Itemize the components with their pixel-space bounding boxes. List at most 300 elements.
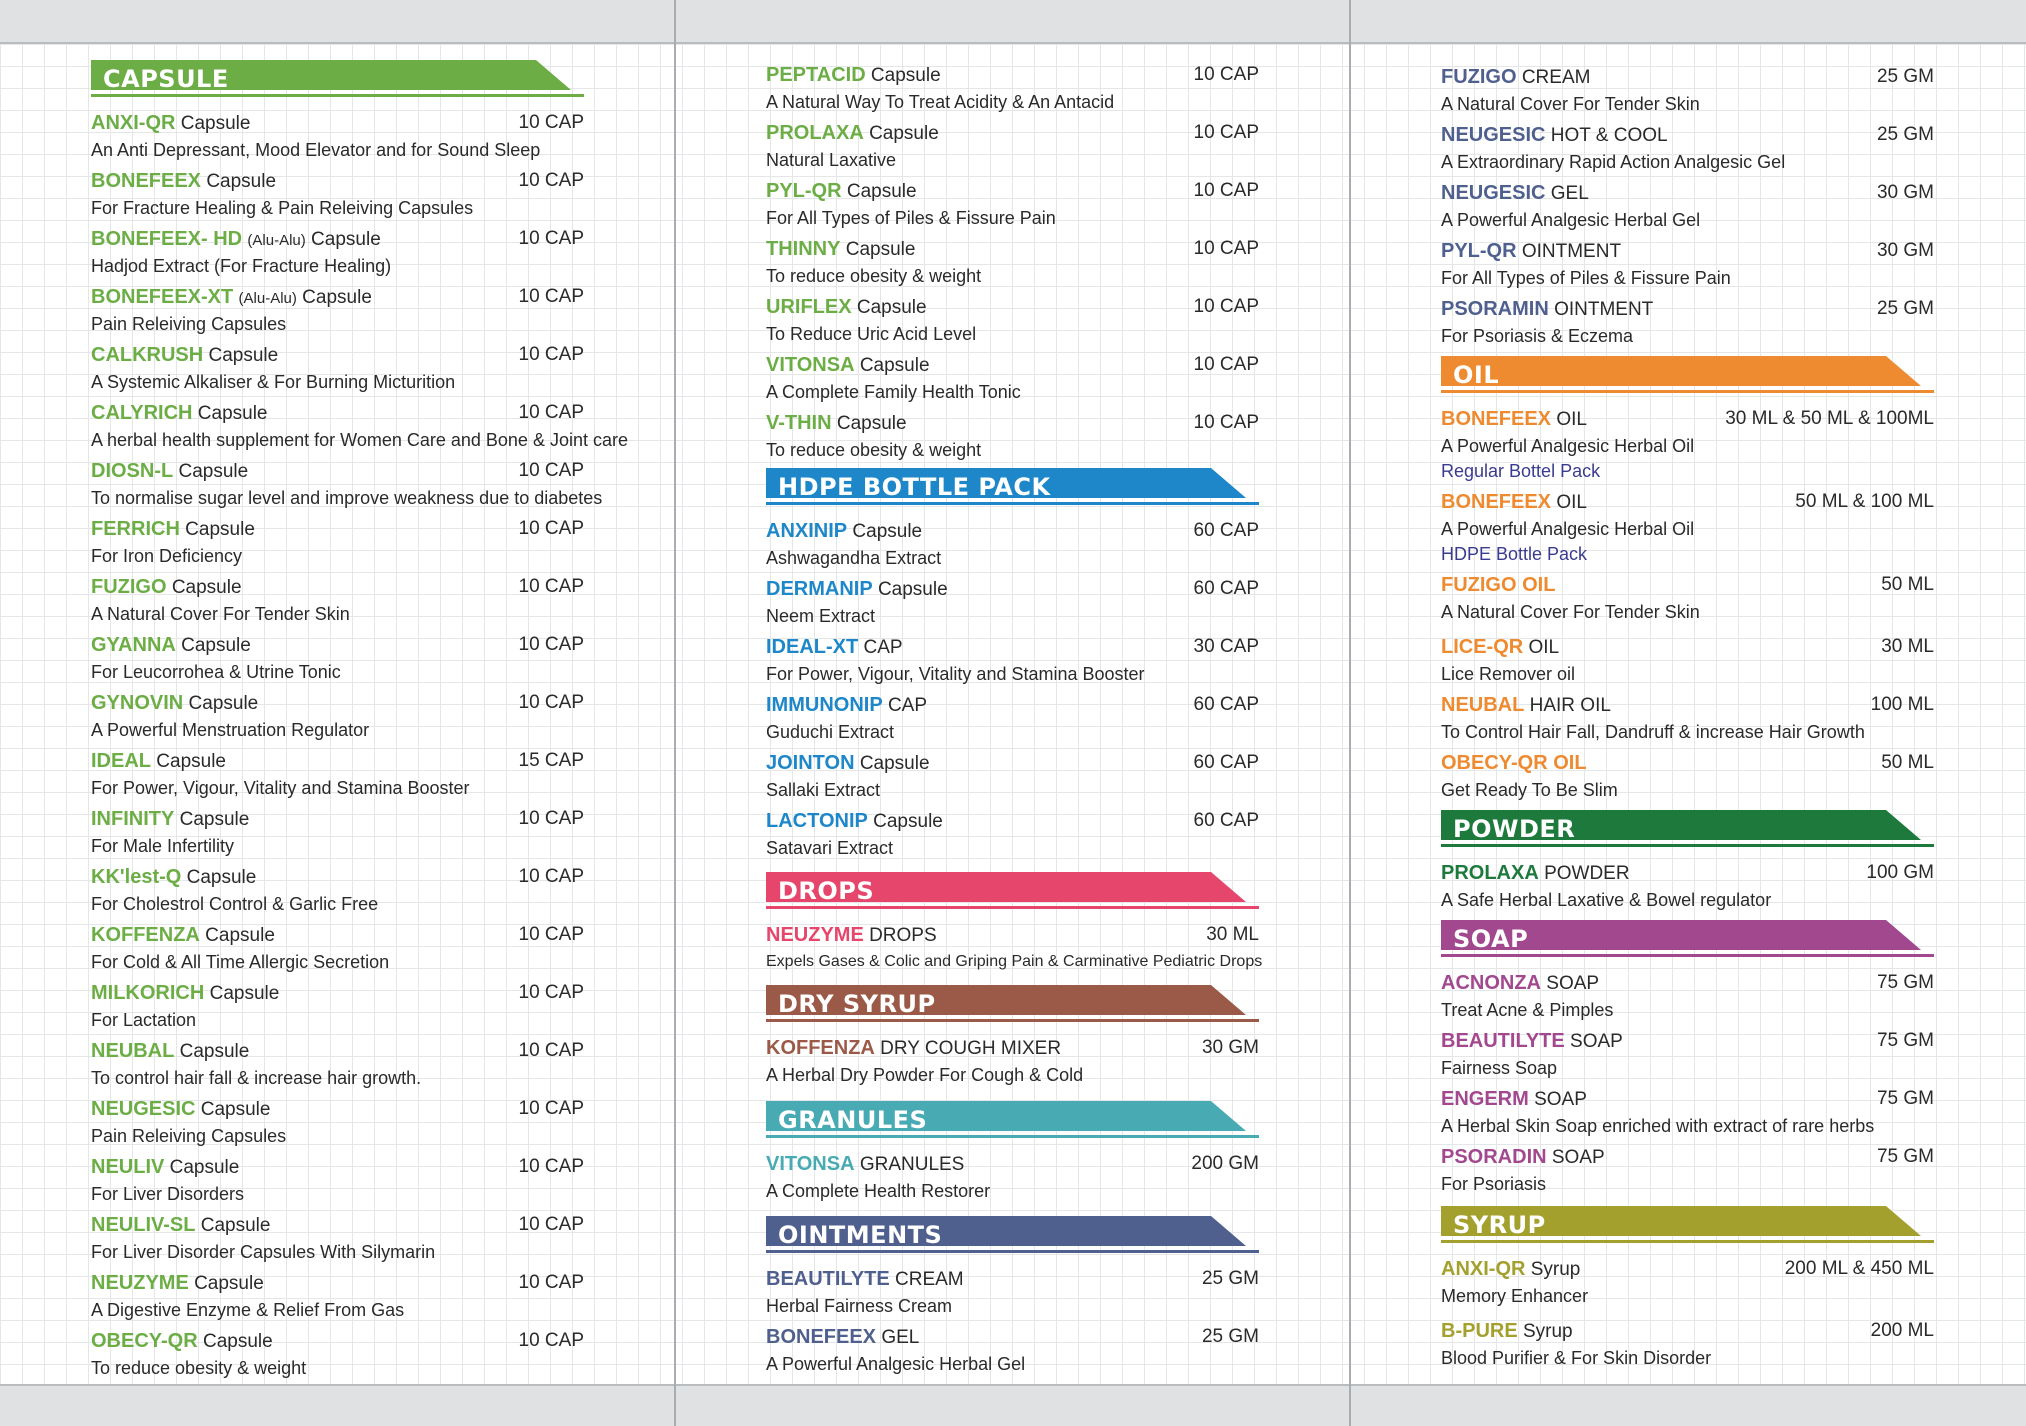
- product-description: For Male Infertility: [91, 836, 235, 856]
- product-description: Neem Extract: [766, 606, 876, 626]
- product-item: [1441, 752, 1934, 802]
- product-item: [1441, 66, 1934, 116]
- product-type: Capsule: [302, 287, 372, 308]
- product-quantity: 50 ML: [1881, 752, 1934, 773]
- product-line: [766, 354, 1259, 380]
- product-type: Capsule: [186, 867, 257, 888]
- product-quantity: 60 CAP: [1193, 752, 1259, 773]
- product-item: [766, 924, 1263, 974]
- product-type: Capsule: [206, 171, 277, 192]
- product-description: For Liver Disorder Capsules With Silymarin: [91, 1242, 436, 1262]
- product-description: Pain Releiving Capsules: [91, 1126, 287, 1146]
- product-quantity: 10 CAP: [518, 344, 584, 365]
- product-quantity: 75 GM: [1876, 1146, 1934, 1167]
- product-item: [91, 1272, 584, 1322]
- product-item: [1441, 1088, 1934, 1138]
- product-quantity: 10 CAP: [518, 576, 584, 597]
- product-line: [91, 1272, 584, 1298]
- product-description: A herbal health supplement for Women Care and Bone & Joint care: [91, 430, 628, 450]
- product-name: NEUGESIC: [1441, 182, 1546, 204]
- product-description: A Powerful Analgesic Herbal Gel: [1441, 210, 1701, 230]
- product-description: Memory Enhancer: [1441, 1286, 1589, 1306]
- product-item: [91, 518, 584, 568]
- product-description: For Iron Deficiency: [91, 546, 243, 566]
- product-quantity: 25 GM: [1876, 124, 1934, 145]
- product-type: GEL: [881, 1327, 920, 1348]
- product-name: FERRICH: [91, 518, 180, 540]
- product-quantity: 10 CAP: [518, 518, 584, 539]
- product-quantity: 50 ML & 100 ML: [1795, 491, 1934, 512]
- product-name: V-THIN: [766, 412, 832, 434]
- product-quantity: 60 CAP: [1193, 520, 1259, 541]
- product-type: Capsule: [859, 355, 930, 376]
- product-quantity: 25 GM: [1876, 298, 1934, 319]
- product-item: [766, 354, 1259, 404]
- product-line: [766, 578, 1259, 604]
- product-item: [1441, 491, 1934, 541]
- product-line: [91, 866, 584, 892]
- product-name: KK'lest-Q: [91, 866, 182, 888]
- product-item: [766, 578, 1259, 628]
- product-line: [91, 344, 584, 370]
- product-item: [91, 228, 584, 278]
- product-item: [1441, 1030, 1934, 1080]
- section-header-drops: [766, 872, 1259, 910]
- product-description: A Powerful Analgesic Herbal Gel: [766, 1354, 1026, 1374]
- product-type: DRY COUGH MIXER: [880, 1038, 1062, 1059]
- product-quantity: 60 CAP: [1193, 694, 1259, 715]
- product-item: [91, 924, 584, 974]
- product-description: To reduce obesity & weight: [91, 1358, 307, 1378]
- section-header-syrup: [1441, 1206, 1934, 1244]
- product-line: [91, 518, 584, 544]
- product-type: Capsule: [209, 983, 280, 1004]
- section-header-soap: [1441, 920, 1934, 958]
- product-type: OINTMENT: [1521, 241, 1622, 262]
- product-line: [1441, 298, 1934, 324]
- product-item: [91, 344, 584, 394]
- product-description: A Extraordinary Rapid Action Analgesic Gel: [1441, 152, 1786, 172]
- product-item: [766, 238, 1259, 288]
- product-name: GYNOVIN: [91, 692, 184, 714]
- product-line: [766, 180, 1259, 206]
- product-item: [766, 412, 1259, 462]
- product-item: [1441, 862, 1934, 912]
- product-type: Capsule: [197, 403, 268, 424]
- product-item: [1441, 124, 1934, 174]
- product-item: [766, 752, 1259, 802]
- product-description: A Systemic Alkaliser & For Burning Micturition: [91, 372, 456, 392]
- product-line: [1441, 66, 1934, 92]
- product-item: [91, 866, 584, 916]
- product-line: [766, 810, 1259, 836]
- product-line: [91, 228, 584, 254]
- product-item: [91, 692, 584, 742]
- product-item: [766, 520, 1259, 570]
- product-quantity: 30 ML: [1206, 924, 1259, 945]
- product-quantity: 10 CAP: [518, 634, 584, 655]
- product-item: [1441, 636, 1934, 686]
- product-item: [91, 286, 584, 336]
- product-type: HOT & COOL: [1550, 125, 1668, 146]
- product-name: IDEAL: [91, 750, 151, 772]
- product-item: [91, 1330, 584, 1380]
- product-item: [766, 694, 1259, 744]
- product-description: Treat Acne & Pimples: [1441, 1000, 1614, 1020]
- section-header-powder: [1441, 810, 1934, 848]
- product-description: For Psoriasis: [1441, 1174, 1547, 1194]
- product-description: Lice Remover oil: [1441, 664, 1576, 684]
- product-quantity: 10 CAP: [518, 692, 584, 713]
- product-name: BONEFEEX: [1441, 491, 1552, 513]
- product-description: To reduce obesity & weight: [766, 440, 982, 460]
- product-item: [766, 1037, 1259, 1087]
- product-type: Capsule: [179, 1041, 250, 1062]
- product-name: PEPTACID: [766, 64, 866, 86]
- product-quantity: 30 ML: [1881, 636, 1934, 657]
- product-line: [91, 808, 584, 834]
- product-line: [766, 924, 1259, 950]
- product-type: CAP: [863, 637, 903, 658]
- product-line: [91, 750, 584, 776]
- product-description: To Control Hair Fall, Dandruff & increase Hair Growth: [1441, 722, 1865, 742]
- product-line: [91, 402, 584, 428]
- product-line: [766, 1326, 1259, 1352]
- product-name: OBECY-QR: [91, 1330, 198, 1352]
- product-type: OINTMENT: [1554, 299, 1654, 320]
- product-quantity: 200 GM: [1191, 1153, 1259, 1174]
- product-quantity: 10 CAP: [518, 460, 584, 481]
- product-line: [1441, 240, 1934, 266]
- fold-line-right: [1349, 0, 1351, 1426]
- product-name: URIFLEX: [766, 296, 852, 318]
- product-quantity: 30 ML & 50 ML & 100ML: [1725, 408, 1934, 429]
- product-description: Satavari Extract: [766, 838, 894, 858]
- product-description: For Psoriasis & Eczema: [1441, 326, 1634, 346]
- product-type: Capsule: [311, 229, 381, 250]
- product-line: [1441, 182, 1934, 208]
- product-name: JOINTON: [766, 752, 855, 774]
- product-quantity: 10 CAP: [1193, 296, 1259, 317]
- product-type: SOAP: [1546, 973, 1600, 994]
- product-line: [1441, 1258, 1934, 1284]
- product-line: [766, 752, 1259, 778]
- product-name: FUZIGO: [1441, 66, 1517, 88]
- bottle-pack-note: Regular Bottel Pack: [1441, 461, 1601, 481]
- section-header-oil: [1441, 356, 1934, 394]
- product-line: [1441, 1320, 1934, 1346]
- product-description: To normalise sugar level and improve weakness due to diabetes: [91, 488, 603, 508]
- product-name: KOFFENZA: [766, 1037, 875, 1059]
- column-right: [1441, 0, 1934, 1426]
- product-name: NEUBAL: [1441, 694, 1525, 716]
- fold-line-left: [674, 0, 676, 1426]
- product-type: DROPS: [869, 925, 937, 946]
- product-line: [766, 520, 1259, 546]
- product-type: Capsule: [877, 579, 948, 600]
- product-name: BONEFEEX-XT: [91, 286, 234, 308]
- product-name: FUZIGO: [91, 576, 167, 598]
- product-type: Syrup: [1530, 1259, 1581, 1280]
- product-line: [1441, 862, 1934, 888]
- section-title: OIL: [1453, 361, 1500, 389]
- product-line: [1441, 1088, 1934, 1114]
- pack-note: (Alu-Alu): [247, 232, 306, 249]
- product-description: Guduchi Extract: [766, 722, 895, 742]
- product-name: THINNY: [766, 238, 841, 260]
- column-left: [91, 0, 628, 1426]
- product-item: [91, 1156, 584, 1206]
- product-item: [1441, 1258, 1934, 1308]
- product-item: [1441, 574, 1934, 624]
- section-title: OINTMENTS: [778, 1221, 943, 1249]
- product-name: DIOSN-L: [91, 460, 174, 482]
- product-line: [91, 1214, 584, 1240]
- product-description: For Power, Vigour, Vitality and Stamina Booster: [91, 778, 470, 798]
- product-description: For Cold & All Time Allergic Secretion: [91, 952, 390, 972]
- product-item: [1441, 240, 1934, 290]
- product-description: For Cholestrol Control & Garlic Free: [91, 894, 379, 914]
- product-line: [1441, 752, 1934, 778]
- product-name: LACTONIP: [766, 810, 868, 832]
- product-line: [766, 1268, 1259, 1294]
- product-quantity: 10 CAP: [518, 112, 584, 133]
- product-type: Capsule: [202, 1331, 273, 1352]
- product-name: PSORAMIN: [1441, 298, 1549, 320]
- product-description: A Herbal Dry Powder For Cough & Cold: [766, 1065, 1084, 1085]
- product-name: B-PURE: [1441, 1320, 1518, 1342]
- section-title: SYRUP: [1453, 1211, 1546, 1239]
- product-line: [91, 924, 584, 950]
- product-name: NEULIV-SL: [91, 1214, 196, 1236]
- section-title: SOAP: [1453, 925, 1529, 953]
- product-item: [766, 1268, 1259, 1318]
- product-line: [766, 296, 1259, 322]
- product-description: Blood Purifier & For Skin Disorder: [1441, 1348, 1712, 1368]
- product-description: For Power, Vigour, Vitality and Stamina Booster: [766, 664, 1145, 684]
- product-type: OIL: [1528, 637, 1560, 658]
- product-type: Capsule: [169, 1157, 240, 1178]
- product-line: [1441, 636, 1934, 662]
- product-description: For Fracture Healing & Pain Releiving Capsules: [91, 198, 474, 218]
- product-line: [91, 170, 584, 196]
- product-name: PROLAXA: [1441, 862, 1539, 884]
- section-title: DRY SYRUP: [778, 990, 936, 1018]
- product-type: Capsule: [194, 1273, 264, 1294]
- product-description: Herbal Fairness Cream: [766, 1296, 953, 1316]
- product-name: CALYRICH: [91, 402, 193, 424]
- product-quantity: 75 GM: [1876, 1030, 1934, 1051]
- product-description: To reduce obesity & weight: [766, 266, 982, 286]
- product-name: ANXI-QR: [91, 112, 176, 134]
- product-name: NEUGESIC: [91, 1098, 196, 1120]
- product-description: A Safe Herbal Laxative & Bowel regulator: [1441, 890, 1772, 910]
- product-item: [766, 1153, 1259, 1203]
- product-item: [766, 64, 1259, 114]
- product-description: A Powerful Analgesic Herbal Oil: [1441, 519, 1695, 539]
- product-name: MILKORICH: [91, 982, 205, 1004]
- product-item: [766, 180, 1259, 230]
- product-item: [91, 402, 628, 452]
- product-type: Capsule: [869, 123, 939, 144]
- product-line: [91, 692, 584, 718]
- product-quantity: 25 GM: [1201, 1268, 1259, 1289]
- product-quantity: 10 CAP: [518, 170, 584, 191]
- product-description: To control hair fall & increase hair growth.: [91, 1068, 422, 1088]
- product-name: BONEFEEX: [91, 170, 202, 192]
- product-line: [766, 412, 1259, 438]
- product-name: LICE-QR: [1441, 636, 1524, 658]
- section-banner-shape: [1441, 356, 1934, 394]
- product-quantity: 10 CAP: [518, 402, 584, 423]
- product-type: Syrup: [1522, 1321, 1573, 1342]
- product-type: Capsule: [171, 577, 242, 598]
- product-type: Capsule: [180, 113, 251, 134]
- product-item: [766, 122, 1259, 172]
- product-name: NEUZYME: [91, 1272, 189, 1294]
- product-name: PSORADIN: [1441, 1146, 1547, 1168]
- product-name: DERMANIP: [766, 578, 873, 600]
- product-type: POWDER: [1544, 863, 1630, 884]
- section-title: DROPS: [778, 877, 875, 905]
- product-quantity: 10 CAP: [518, 808, 584, 829]
- product-name: NEUGESIC: [1441, 124, 1546, 146]
- product-line: [1441, 1030, 1934, 1056]
- product-type: Capsule: [178, 461, 249, 482]
- product-line: [91, 286, 584, 312]
- product-description: For Lactation: [91, 1010, 197, 1030]
- product-quantity: 10 CAP: [518, 228, 584, 249]
- product-description: Hadjod Extract (For Fracture Healing): [91, 256, 392, 276]
- product-quantity: 10 CAP: [518, 1098, 584, 1119]
- product-description: A Natural Cover For Tender Skin: [91, 604, 350, 624]
- product-description: For All Types of Piles & Fissure Pain: [766, 208, 1056, 228]
- product-line: [766, 122, 1259, 148]
- product-type: CREAM: [1521, 67, 1591, 88]
- product-item: [91, 112, 584, 162]
- product-quantity: 10 CAP: [518, 924, 584, 945]
- product-quantity: 10 CAP: [518, 1330, 584, 1351]
- product-description: A Complete Health Restorer: [766, 1181, 991, 1201]
- section-title: HDPE BOTTLE PACK: [778, 473, 1051, 501]
- product-name: NEUZYME: [766, 924, 864, 946]
- product-description: A Powerful Analgesic Herbal Oil: [1441, 436, 1695, 456]
- product-quantity: 200 ML: [1870, 1320, 1934, 1341]
- product-line: [91, 576, 584, 602]
- product-item: [766, 1326, 1259, 1376]
- product-description: A Natural Cover For Tender Skin: [1441, 94, 1700, 114]
- product-type: Capsule: [156, 751, 226, 772]
- product-item: [1441, 972, 1934, 1022]
- product-name: ANXI-QR: [1441, 1258, 1526, 1280]
- product-line: [1441, 1146, 1934, 1172]
- product-item: [91, 576, 584, 626]
- product-type: Capsule: [200, 1099, 271, 1120]
- product-name: NEULIV: [91, 1156, 165, 1178]
- product-type: Capsule: [181, 635, 251, 656]
- product-type: CREAM: [895, 1269, 964, 1290]
- product-quantity: 10 CAP: [518, 1156, 584, 1177]
- product-line: [91, 460, 584, 486]
- product-line: [1441, 972, 1934, 998]
- product-description: A Natural Way To Treat Acidity & An Antacid: [766, 92, 1115, 112]
- product-name: PYL-QR: [1441, 240, 1517, 262]
- product-name: BONEFEEX: [1441, 408, 1552, 430]
- product-quantity: 100 GM: [1866, 862, 1934, 883]
- product-item: [1441, 1320, 1934, 1370]
- product-quantity: 100 ML: [1870, 694, 1934, 715]
- product-quantity: 10 CAP: [1193, 64, 1259, 85]
- product-description: A Herbal Skin Soap enriched with extract of rare herbs: [1441, 1116, 1875, 1136]
- product-item: [766, 810, 1259, 860]
- product-quantity: 75 GM: [1876, 972, 1934, 993]
- product-name: BONEFEEX: [766, 1326, 877, 1348]
- product-type: GEL: [1550, 183, 1589, 204]
- product-line: [766, 238, 1259, 264]
- product-description: Ashwagandha Extract: [766, 548, 942, 568]
- product-item: [91, 460, 603, 510]
- product-quantity: 25 GM: [1201, 1326, 1259, 1347]
- product-description: For Leucorrohea & Utrine Tonic: [91, 662, 341, 682]
- product-type: Capsule: [870, 65, 941, 86]
- product-line: [766, 64, 1259, 90]
- product-description: Get Ready To Be Slim: [1441, 780, 1618, 800]
- product-name: BEAUTILYTE: [766, 1268, 890, 1290]
- product-line: [91, 982, 584, 1008]
- product-type: Capsule: [179, 809, 250, 830]
- product-line: [91, 1156, 584, 1182]
- product-description: For Liver Disorders: [91, 1184, 245, 1204]
- product-type: Capsule: [836, 413, 907, 434]
- product-description: Fairness Soap: [1441, 1058, 1558, 1078]
- product-description: A Natural Cover For Tender Skin: [1441, 602, 1700, 622]
- product-name: INFINITY: [91, 808, 175, 830]
- product-line: [91, 1040, 584, 1066]
- product-line: [91, 112, 584, 138]
- product-item: [766, 636, 1259, 686]
- product-description: Pain Releiving Capsules: [91, 314, 287, 334]
- section-title: POWDER: [1453, 815, 1576, 843]
- product-line: [766, 1037, 1259, 1063]
- product-type: SOAP: [1534, 1089, 1587, 1110]
- product-type: OIL: [1556, 409, 1587, 430]
- section-header-ointments: [766, 1216, 1259, 1254]
- product-line: [91, 1330, 584, 1356]
- product-quantity: 10 CAP: [518, 866, 584, 887]
- product-line: [766, 1153, 1259, 1179]
- product-name: NEUBAL: [91, 1040, 175, 1062]
- product-quantity: 15 CAP: [518, 750, 584, 771]
- product-quantity: 30 GM: [1201, 1037, 1259, 1058]
- product-type: Capsule: [208, 345, 279, 366]
- product-quantity: 30 CAP: [1193, 636, 1259, 657]
- product-quantity: 10 CAP: [518, 1272, 584, 1293]
- product-quantity: 10 CAP: [1193, 412, 1259, 433]
- section-title: CAPSULE: [103, 65, 229, 93]
- product-type: OIL: [1556, 492, 1587, 513]
- section-header-dry-syrup: [766, 985, 1259, 1023]
- product-line: [766, 636, 1259, 662]
- product-line: [1441, 408, 1934, 434]
- product-name: CALKRUSH: [91, 344, 204, 366]
- product-line: [766, 694, 1259, 720]
- section-header-granules: [766, 1101, 1259, 1139]
- product-quantity: 30 GM: [1876, 182, 1934, 203]
- product-quantity: 10 CAP: [518, 1214, 584, 1235]
- product-quantity: 10 CAP: [518, 286, 584, 307]
- product-description: A Digestive Enzyme & Relief From Gas: [91, 1300, 405, 1320]
- product-line: [1441, 694, 1934, 720]
